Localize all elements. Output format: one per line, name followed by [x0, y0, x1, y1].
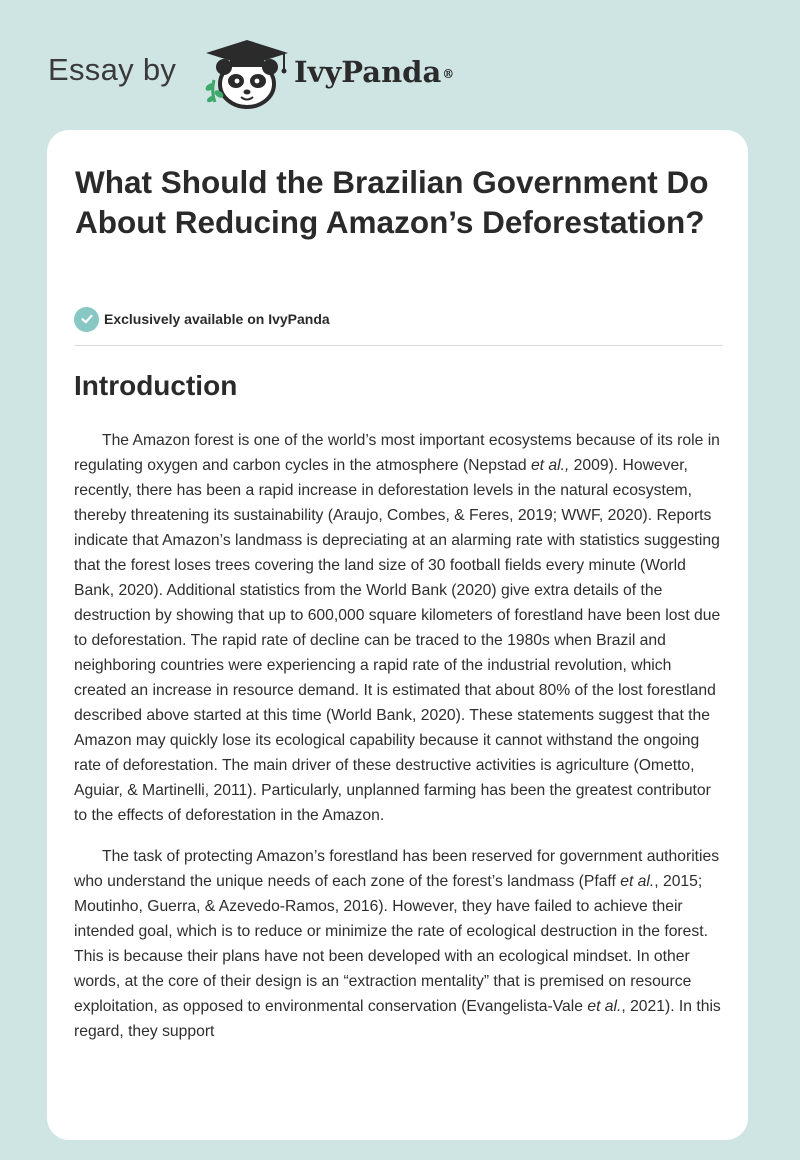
paragraph-text: , 2015; Moutinho, Guerra, & Azevedo-Ramos, 2016). However, they have failed to achieve their intended goal, which is to reduce or minimize the rate of ecological destruction in the forest. This is because their plans have not been developed with an ecological mindset. In other words, at the core of their design is an “extraction mentality” that is premised on resource exploitation, as opposed to environmental conservation (Evangelista-Vale [74, 873, 708, 1015]
exclusive-badge-label: Exclusively available on IvyPanda [104, 311, 330, 327]
paragraph-text: 2009). However, recently, there has been a rapid increase in deforestation levels in the natural ecosystem, thereby threatening its sustainability (Araujo, Combes, & Feres, 2019; WWF, 2020). Reports indicate that Amazon’s landmass is depreciating at an alarming rate with statistics suggesting that the forest loses trees covering the land size of 30 football fields every minute (World Bank, 2020). Additional statistics from the World Bank (2020) give extra details of the destruction by showing that up to 600,000 square kilometers of forestland have been lost due to deforestation. The rapid rate of decline can be traced to the 1980s when Brazil and neighboring countries were experiencing a rapid rate of the industrial revolution, which created an increase in resource demand. It is estimated that about 80% of the lost forestland described above started at this time (World Bank, 2020). These statements suggest that the Amazon may quickly lose its ecological capability because it cannot withstand the ongoing rate of deforestation. The main driver of these destructive activities is agriculture (Ometto, Aguiar, & Martinelli, 2011). Particularly, unplanned farming has been the greatest contributor to the effects of deforestation in the Amazon. [74, 457, 721, 824]
essay-by-label: Essay by [48, 52, 177, 87]
citation-emphasis: et al., [530, 457, 570, 474]
paragraph-text: The Amazon forest is one of the world’s most important ecosystems because of its role in regulating oxygen and carbon cycles in the atmosphere (Nepstad [74, 432, 720, 474]
brand-text: IvyPanda [294, 55, 442, 89]
citation-emphasis: et al. [620, 873, 655, 890]
essay-title: What Should the Brazilian Government Do About Reducing Amazon’s Deforestation? [75, 164, 709, 240]
paragraph [74, 428, 724, 828]
paragraph-text: , 2021). In this regard, they support [74, 998, 721, 1040]
essay-card [47, 130, 748, 1140]
panda-graduate-logo-icon [200, 36, 292, 110]
paragraph-text: The task of protecting Amazon’s forestland has been reserved for government authorities who understand the unique needs of each zone of the forest’s landmass (Pfaff [74, 848, 720, 890]
brand-name [294, 52, 454, 92]
paragraph [74, 844, 724, 1044]
section-heading-introduction: Introduction [74, 370, 238, 401]
site-header [0, 0, 800, 130]
title-divider [75, 345, 723, 346]
exclusive-badge [74, 306, 330, 332]
essay-body [74, 428, 724, 1060]
citation-emphasis: et al. [587, 998, 622, 1015]
registered-mark: ® [442, 67, 455, 81]
check-icon [74, 307, 99, 332]
